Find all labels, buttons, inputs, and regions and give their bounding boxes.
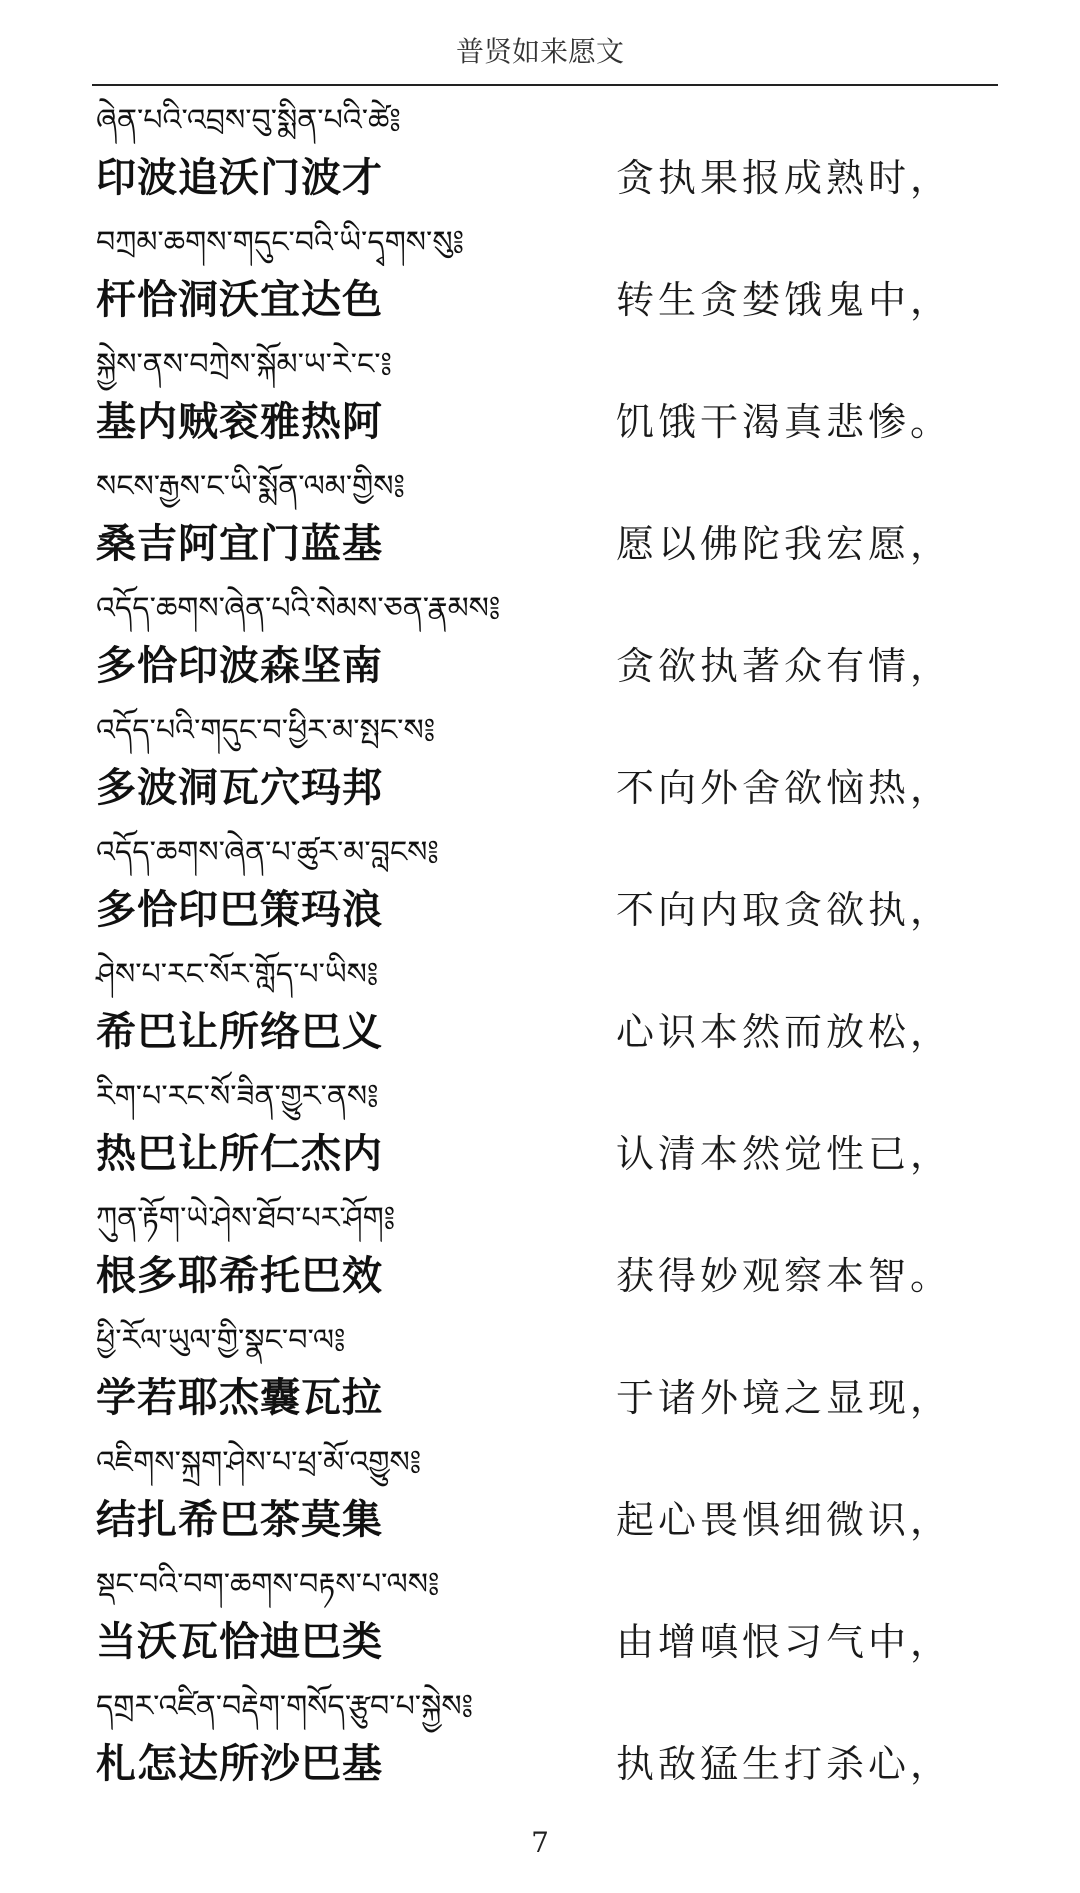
translation-line: 不向外舍欲恼热， [616, 766, 953, 810]
tibetan-line: འདོད་ཆགས་ཞེན་པ་ཚུར་མ་བླངས༔ [96, 835, 439, 870]
tibetan-line: འཇིགས་སྐྲག་ཤེས་པ་ཕྲ་མོ་འགྱུས༔ [96, 1445, 422, 1480]
tibetan-line: ཤེས་པ་རང་སོར་གློད་པ་ཡིས༔ [96, 957, 379, 992]
translation-line: 贪欲执著众有情， [616, 644, 953, 688]
translation-line: 认清本然觉性已， [616, 1132, 953, 1176]
verse-list [96, 96, 996, 1804]
phonetic-line: 多恰印巴策玛浪 [96, 886, 383, 933]
translation-line: 转生贪婪饿鬼中， [616, 278, 953, 322]
translation-line: 愿以佛陀我宏愿， [616, 522, 953, 566]
verse-block [96, 1316, 996, 1438]
verse-block [96, 1194, 996, 1316]
phonetic-line: 多波洞瓦穴玛邦 [96, 764, 383, 811]
phonetic-line: 结扎希巴茶莫集 [96, 1496, 383, 1543]
phonetic-line: 热巴让所仁杰内 [96, 1130, 383, 1177]
verse-block [96, 96, 996, 218]
tibetan-line: རིག་པ་རང་སོ་ཟིན་གྱུར་ནས༔ [96, 1079, 379, 1114]
tibetan-line: ཕྱི་རོལ་ཡུལ་གྱི་སྣང་བ་ལ༔ [96, 1323, 346, 1358]
tibetan-line: འདོད་པའི་གདུང་བ་ཕྱིར་མ་སྤང་ས༔ [96, 713, 436, 748]
translation-line: 贪执果报成熟时， [616, 156, 953, 200]
tibetan-line: སྡང་བའི་བག་ཆགས་བརྟས་པ་ལས༔ [96, 1567, 440, 1602]
translation-line: 不向内取贪欲执， [616, 888, 953, 932]
phonetic-line: 桑吉阿宜门蓝基 [96, 520, 383, 567]
phonetic-line: 当沃瓦恰迪巴类 [96, 1618, 383, 1665]
verse-block [96, 218, 996, 340]
tibetan-line: བཀྲམ་ཆགས་གདུང་བའི་ཡི་དྭགས་སུ༔ [96, 225, 465, 260]
tibetan-line: དགྲར་འཛིན་བརྡེག་གསོད་རྩུབ་པ་སྐྱེས༔ [96, 1689, 474, 1724]
translation-line: 由增嗔恨习气中， [616, 1620, 953, 1664]
tibetan-line: འདོད་ཆགས་ཞེན་པའི་སེམས་ཅན་རྣམས༔ [96, 591, 501, 626]
translation-line: 心识本然而放松， [616, 1010, 953, 1054]
phonetic-line: 多恰印波森坚南 [96, 642, 383, 689]
verse-block [96, 706, 996, 828]
header-divider [92, 84, 998, 86]
tibetan-line: ཞེན་པའི་འབྲས་བུ་སྨིན་པའི་ཚེ༔ [96, 103, 401, 138]
verse-block [96, 1438, 996, 1560]
verse-block [96, 950, 996, 1072]
phonetic-line: 学若耶杰囊瓦拉 [96, 1374, 383, 1421]
phonetic-line: 印波追沃门波才 [96, 154, 383, 201]
translation-line: 于诸外境之显现， [616, 1376, 953, 1420]
translation-line: 起心畏惧细微识， [616, 1498, 953, 1542]
tibetan-line: སྐྱེས་ནས་བཀྲེས་སྐོམ་ཡ་རེ་ང་༔ [96, 347, 392, 382]
phonetic-line: 希巴让所络巴义 [96, 1008, 383, 1055]
phonetic-line: 基内贼衮雅热阿 [96, 398, 383, 445]
verse-block [96, 1072, 996, 1194]
translation-line: 获得妙观察本智。 [616, 1254, 953, 1298]
page-number: 7 [531, 1826, 549, 1859]
verse-block [96, 462, 996, 584]
verse-block [96, 1560, 996, 1682]
verse-block [96, 828, 996, 950]
verse-block [96, 584, 996, 706]
translation-line: 饥饿干渴真悲惨。 [616, 400, 953, 444]
page-header-title: 普贤如来愿文 [455, 35, 624, 68]
verse-block [96, 1682, 996, 1804]
verse-block [96, 340, 996, 462]
translation-line: 执敌猛生打杀心， [616, 1742, 953, 1786]
tibetan-line: ཀུན་རྟོག་ཡེ་ཤེས་ཐོབ་པར་ཤོག༔ [96, 1201, 396, 1236]
tibetan-line: སངས་རྒྱས་ང་ཡི་སྨོན་ལམ་གྱིས༔ [96, 469, 405, 504]
phonetic-line: 杆恰洞沃宜达色 [96, 276, 383, 323]
phonetic-line: 札怎达所沙巴基 [96, 1740, 383, 1787]
phonetic-line: 根多耶希托巴效 [96, 1252, 383, 1299]
